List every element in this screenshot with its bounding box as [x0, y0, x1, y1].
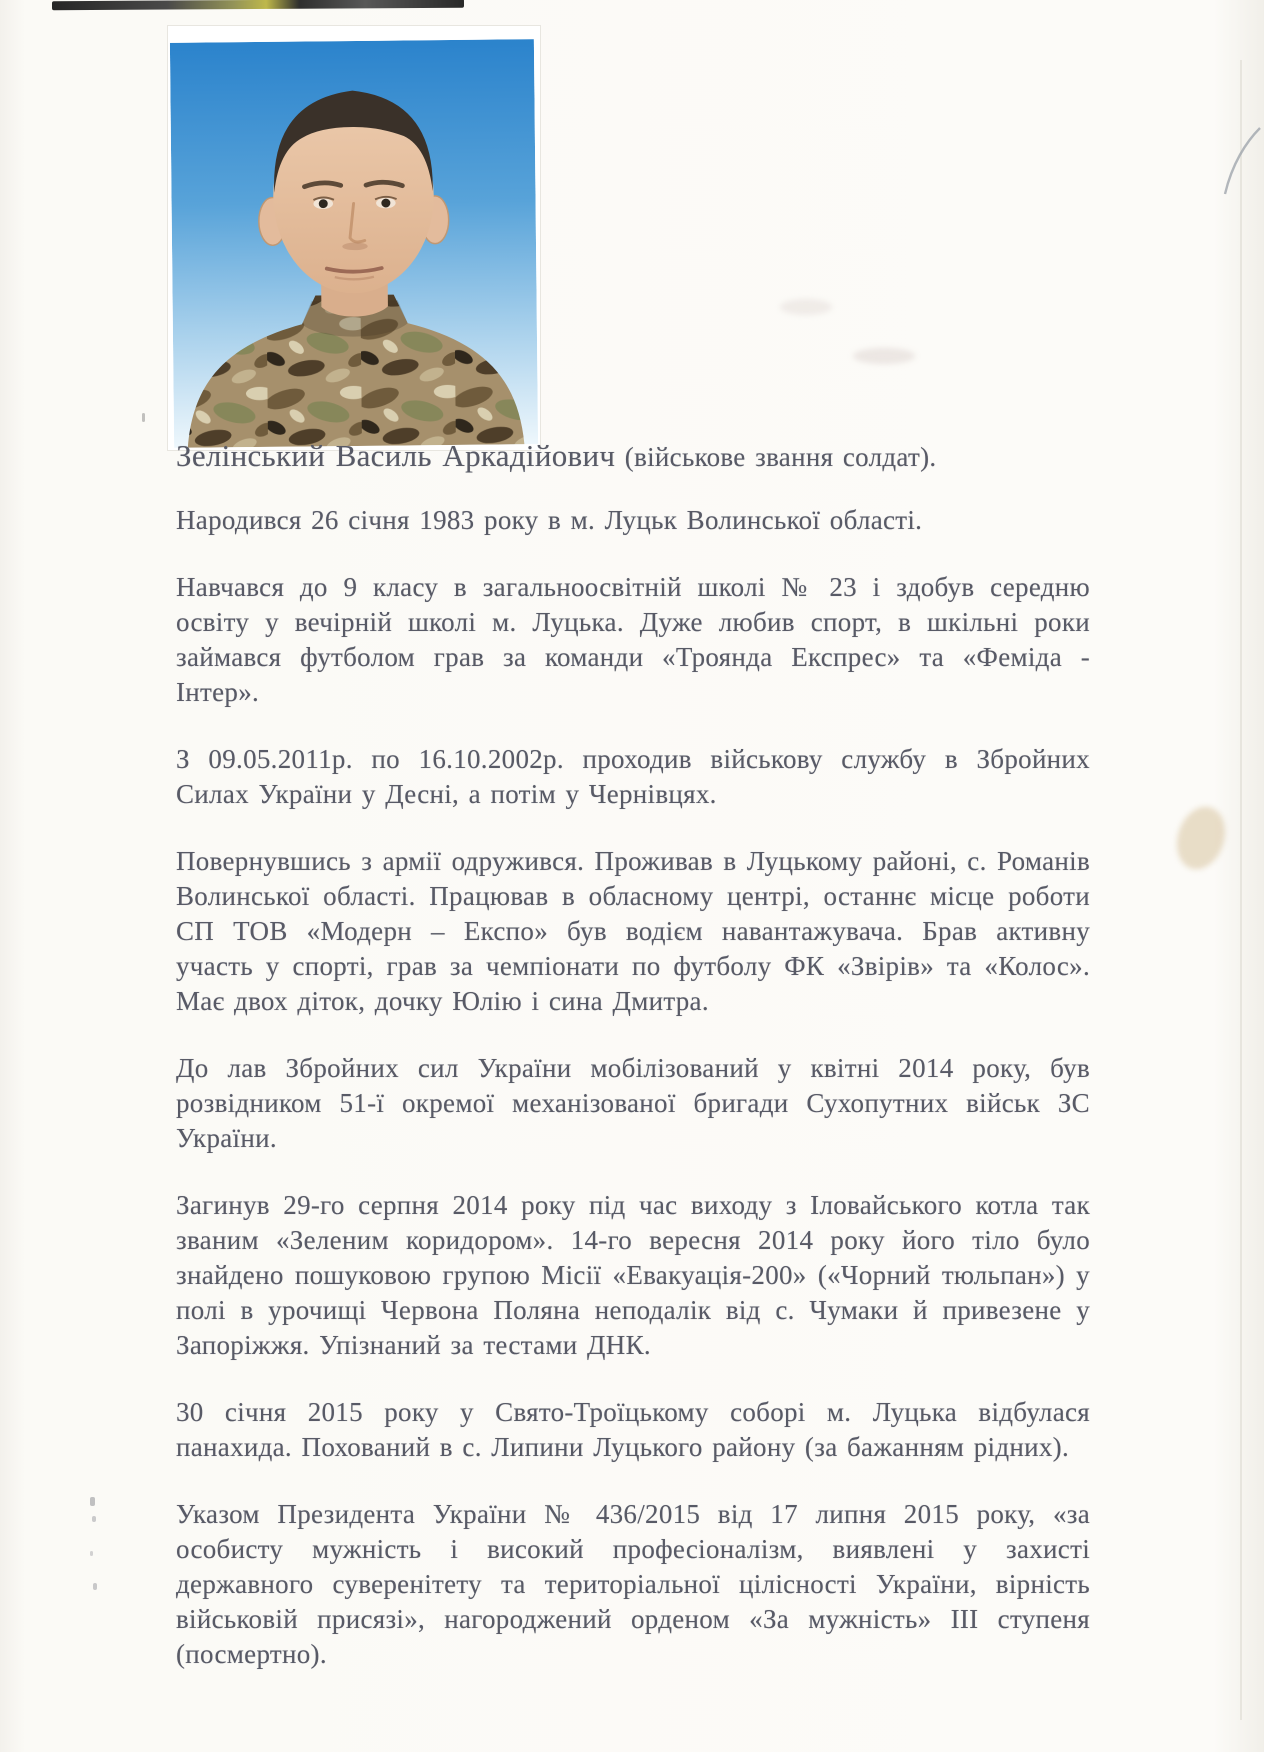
paragraph: Народився 26 січня 1983 року в м. Луцьк Волинської області.: [176, 505, 923, 535]
portrait-drawing: [170, 39, 538, 448]
portrait-image: [170, 39, 538, 448]
title-line: [176, 438, 1090, 475]
paragraph-list: [176, 503, 1090, 1672]
paragraph: 30 січня 2015 року у Свято-Троїцькому соборі м. Луцька відбулася панахида. Похований в с. Липини Луцького району (за бажанням рідних).: [176, 1397, 1090, 1462]
paragraph: З 09.05.2011р. по 16.10.2002р. проходив військову службу в Збройних Силах України у Десні, а потім у Чернівцях.: [176, 744, 1090, 809]
paragraph: Загинув 29-го серпня 2014 року під час виходу з Іловайського котла так званим «Зеленим коридором». 14-го вересня 2014 року його тіло було знайдено пошуковою групою Місії «Евакуація-200» («Чорний тюльпан») у полі в урочищі Червона Поляна неподалік від с. Чумаки й привезене у Запоріжжя. Упізнаний за тестами ДНК.: [176, 1190, 1090, 1360]
person-name: Зелінський Василь Аркадійович: [176, 438, 616, 473]
paper-smudge: [780, 299, 832, 315]
pen-mark-artifact: [1220, 126, 1264, 198]
scan-edge-artifact: [52, 0, 464, 10]
paper-smudge: [1169, 800, 1233, 875]
document-text: [176, 438, 1090, 1672]
scan-line-artifact: [1240, 60, 1242, 1720]
paper-smudge: [853, 348, 915, 364]
paragraph: Навчався до 9 класу в загальноосвітній школі № 23 і здобув середню освіту у вечірній школі м. Луцька. Дуже любив спорт, в шкільні роки займався футболом грав за команди «Троянда Експрес» та «Феміда - Інтер».: [176, 572, 1090, 707]
scan-speck: [93, 1583, 97, 1590]
soldier-portrait-photo: [168, 26, 540, 450]
paragraph: Повернувшись з армії одружився. Проживав в Луцькому районі, с. Романів Волинської області. Працював в обласному центрі, останнє місце роботи СП ТОВ «Модерн – Експо» був водієм навантажувача. Брав активну участь у спорті, грав за чемпіонати по футболу ФК «Звірів» та «Колос». Має двох діток, дочку Юлію і сина Дмитра.: [176, 846, 1090, 1016]
paragraph: До лав Збройних сил України мобілізований у квітні 2014 року, був розвідником 51-ї окремої механізованої бригади Сухопутних військ ЗС України.: [176, 1053, 1090, 1153]
paragraph: Указом Президента України № 436/2015 від 17 липня 2015 року, «за особисту мужність і високий професіоналізм, виявлені у захисті державного суверенітету та територіальної цілісності України, вірність військовій присязі», нагороджений орденом «За мужність» ІІІ ступеня (посмертно).: [176, 1499, 1090, 1669]
scan-speck: [92, 1516, 96, 1522]
scan-speck: [142, 413, 145, 422]
scan-speck: [90, 1551, 93, 1556]
title-suffix: (військове звання солдат).: [615, 442, 937, 472]
scan-speck: [90, 1497, 95, 1506]
